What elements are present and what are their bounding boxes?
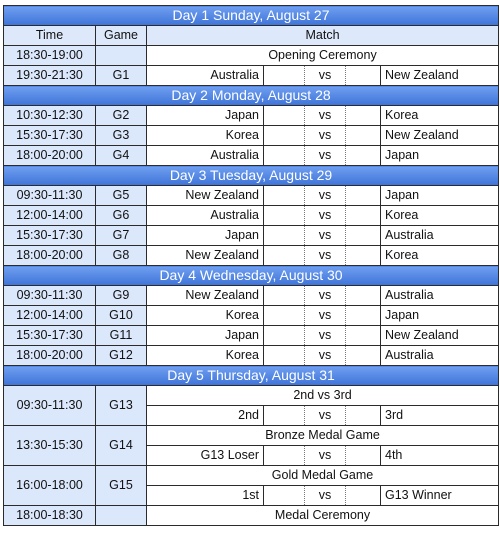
day-1-header: Day 1 Sunday, August 27 — [4, 6, 499, 26]
spacer-cell — [264, 446, 305, 466]
spacer-cell — [346, 306, 381, 326]
time-cell: 09:30-11:30 — [4, 286, 96, 306]
table-row — [4, 106, 499, 126]
away-team-cell: New Zealand — [381, 66, 499, 86]
match-title-cell: Gold Medal Game — [147, 466, 499, 486]
away-team-cell: G13 Winner — [381, 486, 499, 506]
table-row — [4, 246, 499, 266]
away-team-cell: Korea — [381, 106, 499, 126]
game-cell — [96, 46, 147, 66]
spacer-cell — [264, 126, 305, 146]
time-cell: 15:30-17:30 — [4, 326, 96, 346]
home-team-cell: Korea — [147, 346, 264, 366]
away-team-cell: New Zealand — [381, 126, 499, 146]
game-cell: G7 — [96, 226, 147, 246]
spacer-cell — [264, 146, 305, 166]
spacer-cell — [264, 186, 305, 206]
vs-cell: vs — [305, 146, 346, 166]
home-team-cell: Japan — [147, 326, 264, 346]
vs-cell: vs — [305, 406, 346, 426]
schedule-table — [3, 5, 499, 526]
time-cell: 18:00-20:00 — [4, 146, 96, 166]
spacer-cell — [346, 206, 381, 226]
vs-cell: vs — [305, 306, 346, 326]
table-row — [4, 506, 499, 526]
spacer-cell — [346, 246, 381, 266]
vs-cell: vs — [305, 346, 346, 366]
time-cell: 15:30-17:30 — [4, 126, 96, 146]
away-team-cell: Japan — [381, 146, 499, 166]
match-title-cell: 2nd vs 3rd — [147, 386, 499, 406]
time-cell: 18:00-20:00 — [4, 346, 96, 366]
home-team-cell: New Zealand — [147, 186, 264, 206]
table-row — [4, 286, 499, 306]
table-row — [4, 186, 499, 206]
vs-cell: vs — [305, 286, 346, 306]
day-header-row — [4, 266, 499, 286]
home-team-cell: Korea — [147, 126, 264, 146]
game-cell: G10 — [96, 306, 147, 326]
time-cell: 18:30-19:00 — [4, 46, 96, 66]
spacer-cell — [264, 326, 305, 346]
home-team-cell: New Zealand — [147, 286, 264, 306]
spacer-cell — [346, 286, 381, 306]
spacer-cell — [346, 446, 381, 466]
spacer-cell — [346, 126, 381, 146]
spacer-cell — [264, 406, 305, 426]
day-2-header: Day 2 Monday, August 28 — [4, 86, 499, 106]
time-cell: 19:30-21:30 — [4, 66, 96, 86]
vs-cell: vs — [305, 486, 346, 506]
spacer-cell — [346, 66, 381, 86]
spacer-cell — [346, 186, 381, 206]
spacer-cell — [346, 146, 381, 166]
game-cell: G5 — [96, 186, 147, 206]
opening-ceremony-cell: Opening Ceremony — [147, 46, 499, 66]
game-cell: G2 — [96, 106, 147, 126]
home-team-cell: Australia — [147, 206, 264, 226]
vs-cell: vs — [305, 446, 346, 466]
vs-cell: vs — [305, 106, 346, 126]
game-cell: G8 — [96, 246, 147, 266]
spacer-cell — [346, 486, 381, 506]
table-row — [4, 386, 499, 406]
vs-cell: vs — [305, 226, 346, 246]
home-team-cell: Korea — [147, 306, 264, 326]
day-3-header: Day 3 Tuesday, August 29 — [4, 166, 499, 186]
spacer-cell — [346, 326, 381, 346]
time-cell: 12:00-14:00 — [4, 206, 96, 226]
away-team-cell: Korea — [381, 246, 499, 266]
away-team-cell: Australia — [381, 346, 499, 366]
away-team-cell: Australia — [381, 226, 499, 246]
home-team-cell: 1st — [147, 486, 264, 506]
game-cell: G14 — [96, 426, 147, 466]
spacer-cell — [346, 406, 381, 426]
table-row — [4, 206, 499, 226]
table-row — [4, 426, 499, 446]
vs-cell: vs — [305, 126, 346, 146]
day-header-row — [4, 6, 499, 26]
away-team-cell: Australia — [381, 286, 499, 306]
home-team-cell: G13 Loser — [147, 446, 264, 466]
home-team-cell: 2nd — [147, 406, 264, 426]
away-team-cell: 4th — [381, 446, 499, 466]
time-cell: 18:00-20:00 — [4, 246, 96, 266]
home-team-cell: New Zealand — [147, 246, 264, 266]
spacer-cell — [346, 106, 381, 126]
vs-cell: vs — [305, 66, 346, 86]
home-team-cell: Japan — [147, 106, 264, 126]
col-time-header: Time — [4, 26, 96, 46]
game-cell: G4 — [96, 146, 147, 166]
spacer-cell — [264, 486, 305, 506]
spacer-cell — [264, 306, 305, 326]
vs-cell: vs — [305, 326, 346, 346]
game-cell: G13 — [96, 386, 147, 426]
game-cell — [96, 506, 147, 526]
time-cell: 09:30-11:30 — [4, 386, 96, 426]
table-row — [4, 326, 499, 346]
time-cell: 09:30-11:30 — [4, 186, 96, 206]
day-header-row — [4, 86, 499, 106]
column-header-row — [4, 26, 499, 46]
vs-cell: vs — [305, 206, 346, 226]
away-team-cell: Japan — [381, 306, 499, 326]
spacer-cell — [264, 106, 305, 126]
schedule-wrapper — [3, 5, 498, 526]
game-cell: G9 — [96, 286, 147, 306]
vs-cell: vs — [305, 186, 346, 206]
home-team-cell: Japan — [147, 226, 264, 246]
time-cell: 10:30-12:30 — [4, 106, 96, 126]
spacer-cell — [346, 226, 381, 246]
table-row — [4, 466, 499, 486]
spacer-cell — [264, 226, 305, 246]
home-team-cell: Australia — [147, 146, 264, 166]
game-cell: G12 — [96, 346, 147, 366]
table-row — [4, 226, 499, 246]
col-match-header: Match — [147, 26, 499, 46]
medal-ceremony-cell: Medal Ceremony — [147, 506, 499, 526]
day-header-row — [4, 366, 499, 386]
table-row — [4, 146, 499, 166]
game-cell: G1 — [96, 66, 147, 86]
game-cell: G11 — [96, 326, 147, 346]
table-row — [4, 66, 499, 86]
table-row — [4, 346, 499, 366]
table-row — [4, 126, 499, 146]
home-team-cell: Australia — [147, 66, 264, 86]
game-cell: G3 — [96, 126, 147, 146]
time-cell: 16:00-18:00 — [4, 466, 96, 506]
away-team-cell: Japan — [381, 186, 499, 206]
away-team-cell: Korea — [381, 206, 499, 226]
table-row — [4, 306, 499, 326]
time-cell: 15:30-17:30 — [4, 226, 96, 246]
day-5-header: Day 5 Thursday, August 31 — [4, 366, 499, 386]
spacer-cell — [264, 246, 305, 266]
time-cell: 18:00-18:30 — [4, 506, 96, 526]
day-header-row — [4, 166, 499, 186]
spacer-cell — [264, 66, 305, 86]
time-cell: 12:00-14:00 — [4, 306, 96, 326]
game-cell: G15 — [96, 466, 147, 506]
spacer-cell — [264, 206, 305, 226]
vs-cell: vs — [305, 246, 346, 266]
spacer-cell — [346, 346, 381, 366]
game-cell: G6 — [96, 206, 147, 226]
away-team-cell: 3rd — [381, 406, 499, 426]
day-4-header: Day 4 Wednesday, August 30 — [4, 266, 499, 286]
spacer-cell — [264, 286, 305, 306]
col-game-header: Game — [96, 26, 147, 46]
spacer-cell — [264, 346, 305, 366]
away-team-cell: New Zealand — [381, 326, 499, 346]
table-row — [4, 46, 499, 66]
time-cell: 13:30-15:30 — [4, 426, 96, 466]
match-title-cell: Bronze Medal Game — [147, 426, 499, 446]
